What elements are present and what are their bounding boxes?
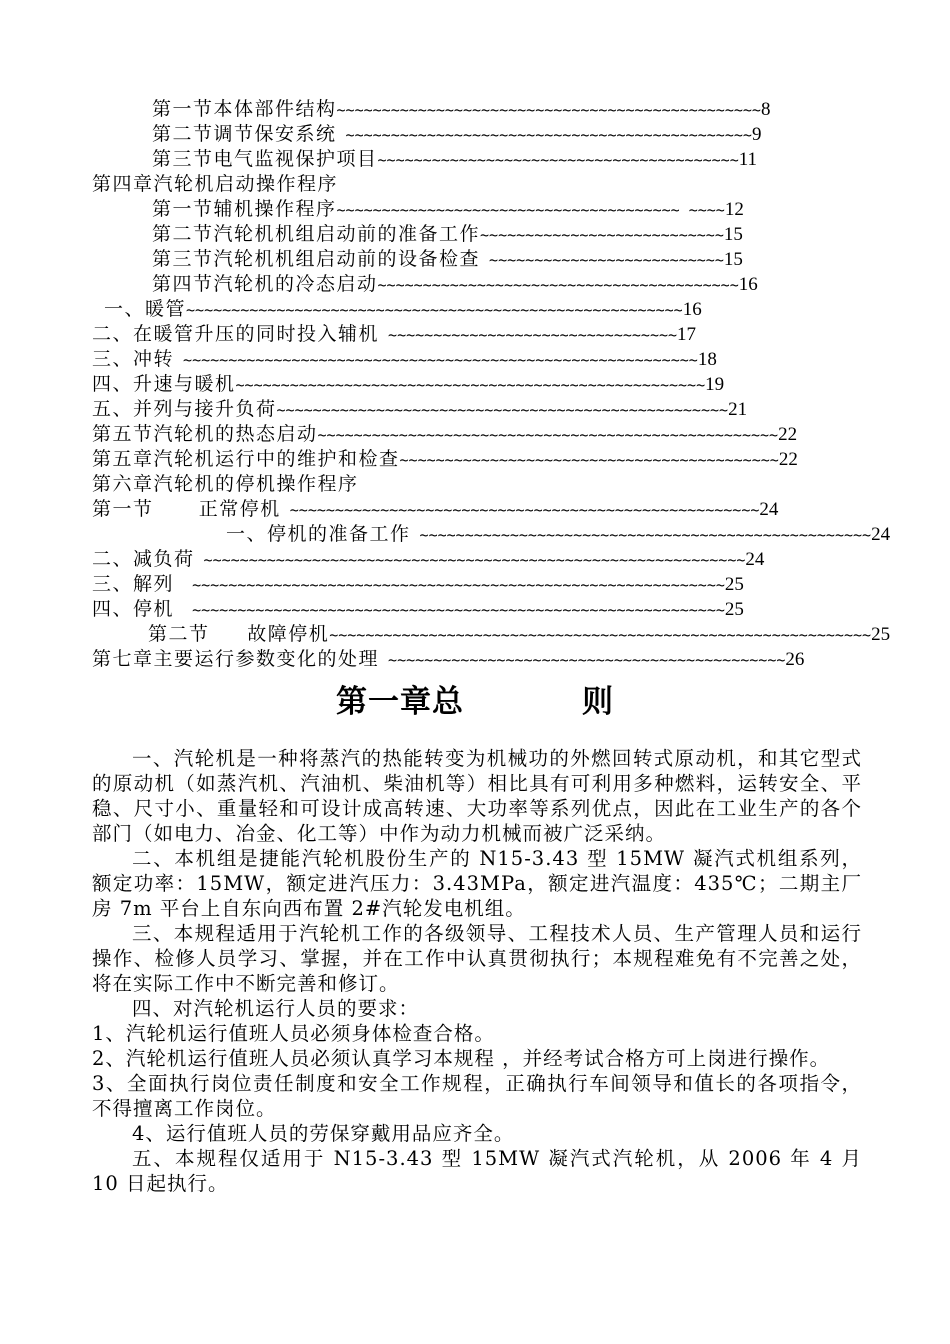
toc-leader: ~~~~~~~~~~~~~~~~~~~~~~~~~~~~~~~~~~~~~~~~~~~~~~~~~~: [276, 401, 729, 419]
toc-entry-title: 第四节汽轮机的冷态启动: [152, 273, 378, 295]
toc-page-number: 22: [778, 449, 798, 470]
toc-entry-title: 第五章汽轮机运行中的维护和检查: [92, 448, 400, 470]
chapter-title-left: 第一章总: [336, 684, 464, 720]
toc-page-number: 16: [738, 274, 758, 295]
toc-leader: ~~~~~~~~~~~~~~~~~~~~~~~~~~~~~~~~~~~~~~~~~~~~~~~~~~~~~~~~~~~: [174, 601, 725, 619]
toc-page-number: 15: [723, 224, 743, 245]
paragraph: 二、本机组是捷能汽轮机股份生产的 N15-3.43 型 15MW 凝汽式机组系列，额定功率：15MW，额定进汽压力：3.43MPa，额定进汽温度：435℃；二期主厂房 7m 平台上自东向西布置 2#汽轮发电机组。: [92, 847, 862, 920]
toc-entry: [92, 372, 724, 397]
paragraph: 1、汽轮机运行值班人员必须身体检查合格。: [92, 1022, 495, 1045]
toc-page-number: 15: [723, 249, 743, 270]
toc-entry: [226, 522, 890, 547]
toc-entry-title: 第四章汽轮机启动操作程序: [92, 173, 339, 195]
toc-page-number: 25: [724, 574, 744, 595]
toc-leader: ~~~~~~~~~~~~~~~~~~~~~~~~~~~~~~~~~~~~~~~~~~~~~: [336, 126, 752, 144]
toc-entry-title: 第五节汽轮机的热态启动: [92, 423, 318, 445]
toc-entry: [92, 422, 797, 447]
toc-entry-title: 第一节本体部件结构: [152, 98, 337, 120]
toc-entry: [152, 197, 744, 222]
toc-entry: [92, 347, 717, 372]
paragraph: 三、本规程适用于汽轮机工作的各级领导、工程技术人员、生产管理人员和运行操作、检修人员学习、掌握，并在工作中认真贯彻执行；本规程难免有不完善之处，将在实际工作中不断完善和修订。: [92, 922, 862, 995]
toc-leader: ~~~~~~~~~~~~~~~~~~~~~~~~~~~~~~~~~~~~~~~~~~~~~~~~~~~: [317, 426, 779, 444]
toc-entry: [104, 297, 702, 322]
paragraph: 一、汽轮机是一种将蒸汽的热能转变为机械功的外燃回转式原动机，和其它型式的原动机（如蒸汽机、汽油机、柴油机等）相比具有可利用多种燃料，运转安全、平稳、尺寸小、重量轻和可设计成高转速、大功率等系列优点，因此在工业生产的各个部门（如电力、冶金、化工等）中作为动力机械而被广泛采纳。: [92, 747, 862, 845]
toc-leader: ~~~~~~~~~~~~~~~~~~~~~~~~~~~~~~~~~~~~~~~~~~~~~~~~~~: [410, 526, 872, 544]
toc-entry-title: 第二节 故障停机: [148, 623, 330, 645]
toc-page-number: 25: [871, 624, 891, 645]
toc-entry: [92, 547, 764, 572]
toc-entry-title: 一、暖管: [104, 298, 187, 320]
toc-page-number: 22: [778, 424, 798, 445]
toc-page-number: 24: [745, 549, 765, 570]
toc-leader: ~~~~~~~~~~~~~~~~~~~~~~~~~~~: [480, 226, 724, 244]
chapter-title-right: 则: [582, 684, 614, 720]
toc-entry: [92, 497, 778, 522]
toc-page-number: 17: [677, 324, 697, 345]
paragraph: 3、全面执行岗位责任制度和安全工作规程，正确执行车间领导和值长的各项指令，不得擅离工作岗位。: [92, 1072, 862, 1120]
toc-entry-title: 四、升速与暖机: [92, 373, 236, 395]
toc-entry: [148, 622, 890, 647]
toc-leader: ~~~~~~~~~~~~~~~~~~~~~~~~~~~~~~~~~~~~~~ ~~~~: [336, 201, 725, 219]
toc-leader: ~~~~~~~~~~~~~~~~~~~~~~~~~~~~~~~~~~~~~~~~~~~~: [379, 651, 786, 669]
toc-entry: [92, 597, 744, 622]
paragraph: 4、运行值班人员的劳保穿戴用品应齐全。: [132, 1122, 515, 1145]
toc-entry-title: 二、在暖管升压的同时投入辅机: [92, 323, 380, 345]
paragraph: 五、本规程仅适用于 N15-3.43 型 15MW 凝汽式汽轮机，从 2006 年 4 月 10 日起执行。: [92, 1147, 862, 1195]
toc-leader: ~~~~~~~~~~~~~~~~~~~~~~~~~~~~~~~~~~~~~~~~: [377, 276, 739, 294]
toc-page-number: 24: [871, 524, 891, 545]
toc-page-number: 8: [760, 99, 771, 120]
toc-leader: ~~~~~~~~~~~~~~~~~~~~~~~~~~~~~~~~: [379, 326, 678, 344]
toc-page-number: 11: [738, 149, 758, 170]
toc-entry-title: 二、减负荷: [92, 548, 195, 570]
chapter-title: [0, 676, 950, 721]
toc-page-number: 12: [724, 199, 744, 220]
toc-entry-title: 第一节辅机操作程序: [152, 198, 337, 220]
toc-entry-title: 第二节调节保安系统: [152, 123, 337, 145]
toc-entry: [92, 397, 747, 422]
toc-page-number: 19: [705, 374, 725, 395]
toc-leader: ~~~~~~~~~~~~~~~~~~~~~~~~~~~~~~~~~~~~~~~~~~~~~~~~~~~~~~~~~~~: [174, 576, 725, 594]
toc-leader: ~~~~~~~~~~~~~~~~~~~~~~~~~~~~~~~~~~~~~~~~~~~~~~~~~~~~~~~~~~~~: [329, 626, 872, 644]
toc-leader: ~~~~~~~~~~~~~~~~~~~~~~~~~~~~~~~~~~~~~~~~~~~~~~~~~~~~~~~~~~~~: [194, 551, 746, 569]
toc-entry: [152, 97, 770, 122]
toc-page-number: 26: [785, 649, 805, 670]
toc-leader: ~~~~~~~~~~~~~~~~~~~~~~~~~~~~~~~~~~~~~~~~~~~~~~~~~~~~: [235, 376, 706, 394]
toc-entry: [152, 122, 761, 147]
toc-page-number: 18: [697, 349, 717, 370]
toc-page-number: 21: [728, 399, 748, 420]
paragraph: 四、对汽轮机运行人员的要求：: [132, 997, 420, 1020]
toc-leader: ~~~~~~~~~~~~~~~~~~~~~~~~~~~~~~~~~~~~~~~~: [377, 151, 739, 169]
toc-entry: [92, 322, 696, 347]
toc-entry: [152, 247, 743, 272]
toc-entry: [92, 172, 338, 197]
toc-page-number: 16: [682, 299, 702, 320]
toc-entry-title: 三、解列: [92, 573, 175, 595]
toc-entry-title: 五、并列与接升负荷: [92, 398, 277, 420]
chapter-body: [92, 746, 862, 1196]
paragraph: 2、汽轮机运行值班人员必须认真学习本规程 ，并经考试合格方可上岗进行操作。: [92, 1047, 831, 1070]
toc-entry-title: 第三节电气监视保护项目: [152, 148, 378, 170]
toc-entry: [92, 447, 798, 472]
toc-entry-title: 第二节汽轮机机组启动前的准备工作: [152, 223, 481, 245]
toc-entry-title: 第六章汽轮机的停机操作程序: [92, 473, 359, 495]
toc-entry: [152, 222, 743, 247]
toc-entry-title: 四、停机: [92, 598, 175, 620]
toc-entry: [92, 572, 744, 597]
toc-entry-title: 第一节 正常停机: [92, 498, 281, 520]
toc-leader: ~~~~~~~~~~~~~~~~~~~~~~~~~~~~~~~~~~~~~~~~~~: [399, 451, 779, 469]
toc-entry-title: 第七章主要运行参数变化的处理: [92, 648, 380, 670]
toc-entry: [92, 647, 804, 672]
toc-leader: ~~~~~~~~~~~~~~~~~~~~~~~~~~~~~~~~~~~~~~~~~~~~~~~: [336, 101, 761, 119]
toc-leader: ~~~~~~~~~~~~~~~~~~~~~~~~~~~~~~~~~~~~~~~~~~~~~~~~~~~~~~~: [186, 301, 683, 319]
toc-entry-title: 三、冲转: [92, 348, 175, 370]
toc-page-number: 25: [724, 599, 744, 620]
toc-entry: [152, 272, 758, 297]
toc-entry-title: 第三节汽轮机机组启动前的设备检查: [152, 248, 481, 270]
toc-page-number: 24: [759, 499, 779, 520]
toc-leader: ~~~~~~~~~~~~~~~~~~~~~~~~~~~~~~~~~~~~~~~~~~~~~~~~~~~~: [280, 501, 760, 519]
toc-entry-title: 一、停机的准备工作: [226, 523, 411, 545]
toc-entry: [152, 147, 757, 172]
toc-leader: ~~~~~~~~~~~~~~~~~~~~~~~~~~~~~~~~~~~~~~~~~~~~~~~~~~~~~~~~~: [174, 351, 698, 369]
toc-leader: ~~~~~~~~~~~~~~~~~~~~~~~~~~: [480, 251, 724, 269]
toc-page-number: 9: [751, 124, 762, 145]
toc-entry: [92, 472, 359, 497]
